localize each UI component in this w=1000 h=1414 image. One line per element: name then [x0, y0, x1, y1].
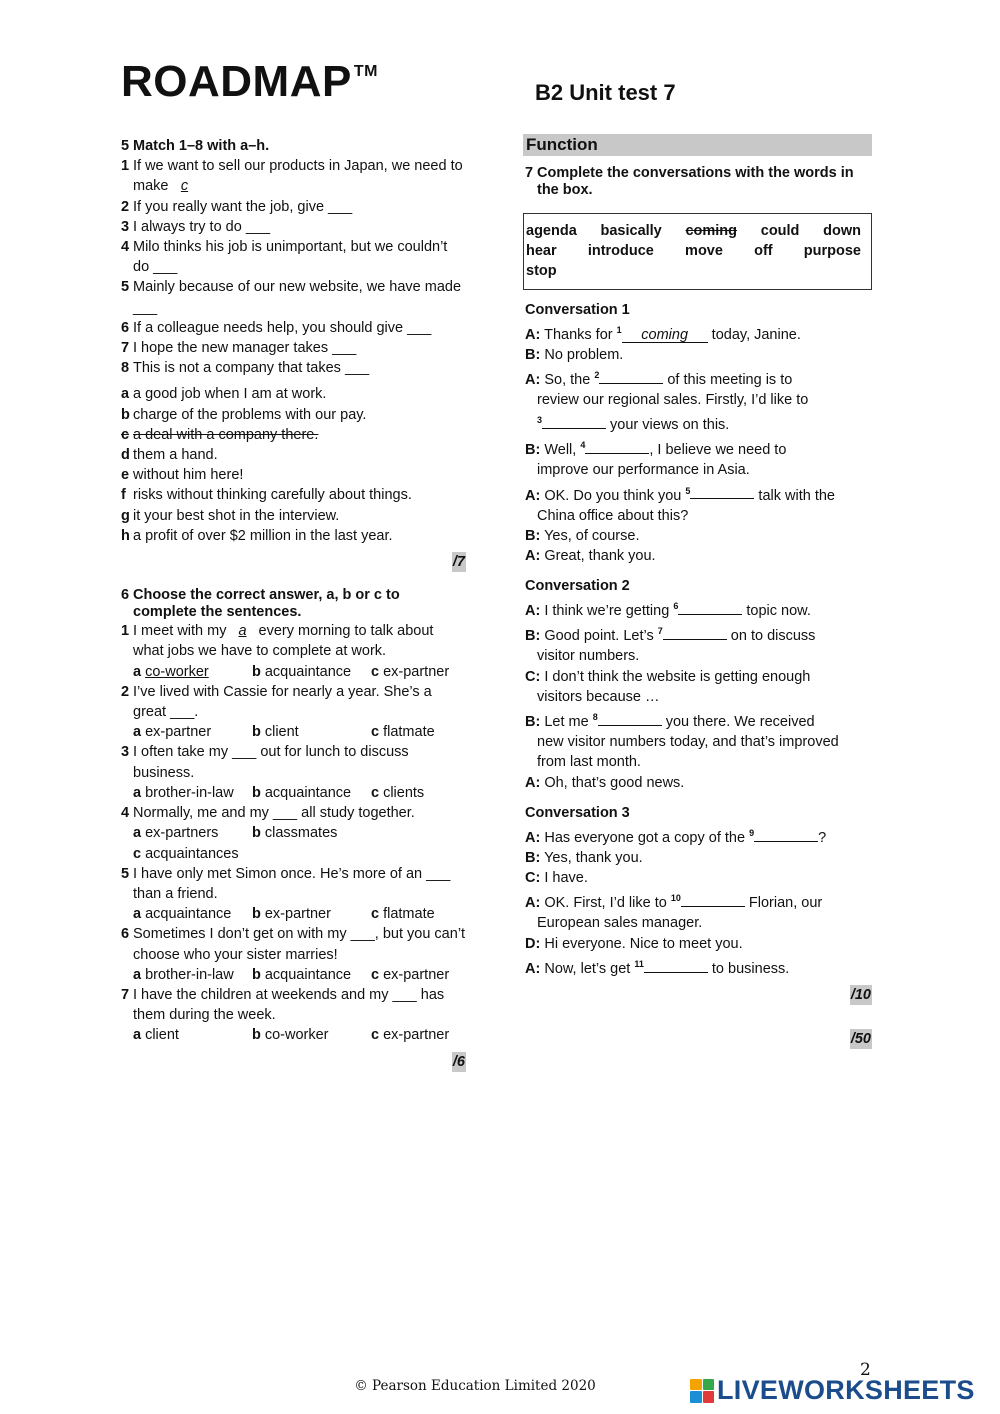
dialogue-line: review our regional sales. Firstly, I’d like to	[537, 392, 809, 409]
gap-5-input[interactable]	[690, 485, 754, 499]
ex5-item: 6 If a colleague needs help, you should give ___	[121, 319, 432, 336]
gap-3-input[interactable]	[542, 415, 606, 429]
ex5-item: 4 Milo thinks his job is unimportant, but we couldn’t do ___	[121, 239, 448, 276]
exercise7-heading: 7 Complete the conversations with the words in the box.	[525, 165, 854, 198]
ex6-options[interactable]: a client b co-worker c ex-partner	[133, 1027, 450, 1044]
dialogue-line: visitor numbers.	[537, 648, 640, 665]
ex6-item: 2 I’ve lived with Cassie for nearly a year. She’s a great ___.	[121, 683, 432, 721]
gap-7-input[interactable]	[663, 626, 727, 640]
brand-title: ROADMAP ™	[121, 57, 378, 106]
word-box-item: purpose	[803, 243, 861, 260]
word-box-item: stop	[526, 263, 557, 280]
right-column	[523, 134, 872, 1049]
word-box-item: off	[754, 243, 773, 260]
gap-1-answer[interactable]: coming	[622, 328, 708, 343]
ex5-item: 2 If you really want the job, give ___	[121, 198, 353, 215]
exercise6-heading: 6 Choose the correct answer, a, b or c to complete the sentences.	[121, 587, 400, 621]
ex5-option: h a profit of over $2 million in the last year.	[121, 527, 393, 544]
ex6-item: 4 Normally, me and my ___ all study together.	[121, 805, 415, 822]
ex5-option-example: c a deal with a company there.	[121, 426, 319, 443]
liveworksheets-watermark	[690, 1375, 975, 1406]
ex6-item: 6 Sometimes I don’t get on with my ___, but you can’t choose who your sister marries!	[121, 926, 466, 963]
ex5-option: f risks without thinking carefully about things.	[121, 487, 412, 504]
exercise5-heading: 5 Match 1–8 with a–h.	[121, 138, 270, 154]
ex5-option: a a good job when I am at work.	[121, 386, 327, 403]
ex6-item: 7 I have the children at weekends and my ___ has them during the week.	[121, 986, 445, 1024]
word-box-item: move	[685, 243, 723, 260]
left-column	[121, 136, 466, 1072]
word-box-item: agenda	[526, 223, 577, 239]
ex5-option: e without him here!	[121, 467, 244, 484]
ex5-option: g it your best shot in the interview.	[121, 507, 340, 524]
ex5-item: 8 This is not a company that takes ___	[121, 360, 370, 377]
dialogue-line: visitors because …	[537, 688, 660, 705]
word-box-item: could	[760, 223, 800, 239]
dialogue-line: C: I don’t think the website is getting enough	[525, 668, 811, 685]
dialogue-line: A: OK. First, I’d like to $^{10}$ Florian, our	[525, 893, 823, 912]
test-title: B2 Unit test 7	[535, 80, 676, 105]
dialogue-line: A: Has everyone got a copy of the $^9$ ?	[525, 827, 827, 846]
dialogue-line: improve our performance in Asia.	[537, 462, 750, 479]
ex7-score: /10	[523, 985, 872, 1005]
ex6-options[interactable]: a ex-partners b classmates	[133, 825, 338, 842]
dialogue-line: A: I think we’re getting $^6$ topic now.	[525, 601, 811, 620]
gap-11-input[interactable]	[644, 959, 708, 973]
dialogue-line: B: Let me $^8$ you there. We received	[525, 712, 815, 730]
ex5-option: d them a hand.	[121, 447, 218, 464]
total-score: /50	[523, 1029, 872, 1049]
dialogue-line: C: I have.	[525, 870, 588, 887]
dialogue-line: B: Good point. Let’s $^7$ on to discuss	[525, 626, 816, 645]
ex5-answer-1[interactable]: c	[180, 178, 189, 195]
word-box-item-used: coming	[685, 223, 738, 239]
dialogue-line: A: Now, let’s get $^{11}$ to business.	[525, 958, 790, 977]
dialogue-line: China office about this?	[537, 507, 689, 524]
dialogue-line: from last month.	[537, 754, 641, 771]
dialogue-line: new visitor numbers today, and that’s improved	[537, 734, 839, 751]
dialogue-line: A: OK. Do you think you $^5$ talk with the	[525, 485, 835, 504]
function-section-title: Function	[523, 134, 872, 156]
dialogue-line: European sales manager.	[537, 915, 703, 932]
word-box-item: hear	[526, 243, 557, 260]
ex6-options[interactable]: c acquaintances	[133, 845, 239, 862]
conversation-1-title: Conversation 1	[525, 301, 630, 318]
ex5-item: 7 I hope the new manager takes ___	[121, 340, 357, 357]
dialogue-line: A: Great, thank you.	[525, 547, 656, 564]
word-box-item: down	[823, 223, 861, 239]
copyright: © Pearson Education Limited 2020	[354, 1378, 596, 1394]
dialogue-line: A: Oh, that’s good news.	[525, 774, 685, 791]
ex6-item: 1 I meet with my a every morning to talk about what jobs we have to complete at work.	[121, 623, 434, 660]
dialogue-line: $^3$ your views on this.	[537, 415, 730, 434]
conversation-2-title: Conversation 2	[525, 578, 630, 595]
word-box	[523, 213, 872, 290]
ex5-option: b charge of the problems with our pay.	[121, 406, 367, 423]
ex6-options[interactable]: a acquaintance b ex-partner c flatmate	[133, 906, 435, 923]
ex5-item: 1 If we want to sell our products in Japan, we need to make c	[121, 156, 466, 196]
ex6-options[interactable]: a ex-partner b client c flatmate	[133, 724, 435, 741]
ex6-options[interactable]: a brother-in-law b acquaintance c clients	[133, 784, 425, 801]
liveworksheets-logo-icon	[690, 1379, 714, 1403]
dialogue-line: B: No problem.	[525, 346, 624, 363]
dialogue-line: B: Yes, thank you.	[525, 849, 643, 866]
gap-8-input[interactable]	[598, 712, 662, 726]
ex5-item: 5 Mainly because of our new website, we have made ___	[121, 279, 462, 316]
gap-9-input[interactable]	[754, 828, 818, 842]
dialogue-line: B: Yes, of course.	[525, 527, 640, 544]
word-box-item: basically	[600, 223, 662, 239]
gap-10-input[interactable]	[681, 893, 745, 907]
dialogue-line: B: Well, $^4$ , I believe we need to	[525, 440, 787, 459]
ex6-options: a co-worker b acquaintance c ex-partner	[133, 663, 450, 680]
dialogue-line: A: So, the $^2$ of this meeting is to	[525, 370, 793, 388]
ex6-answer-1[interactable]: a	[238, 623, 247, 640]
dialogue-line: A: Thanks for $^1$ coming today, Janine.	[525, 324, 801, 343]
page-number: 2	[860, 1360, 871, 1380]
word-box-item: introduce	[587, 243, 654, 260]
ex5-score: /7	[121, 552, 466, 572]
dialogue-line: D: Hi everyone. Nice to meet you.	[525, 935, 743, 952]
ex6-item: 3 I often take my ___ out for lunch to discuss business.	[121, 744, 409, 781]
liveworksheets-wordmark: LIVEWORKSHEETS	[717, 1375, 975, 1405]
ex6-item: 5 I have only met Simon once. He’s more of an ___ than a friend.	[121, 865, 451, 902]
ex6-score: /6	[121, 1052, 466, 1072]
ex5-item: 3 I always try to do ___	[121, 218, 271, 235]
ex6-options[interactable]: a brother-in-law b acquaintance c ex-partner	[133, 966, 450, 983]
gap-4-input[interactable]	[585, 440, 649, 454]
gap-6-input[interactable]	[678, 601, 742, 615]
conversation-3-title: Conversation 3	[525, 804, 630, 821]
gap-2-input[interactable]	[599, 370, 663, 384]
